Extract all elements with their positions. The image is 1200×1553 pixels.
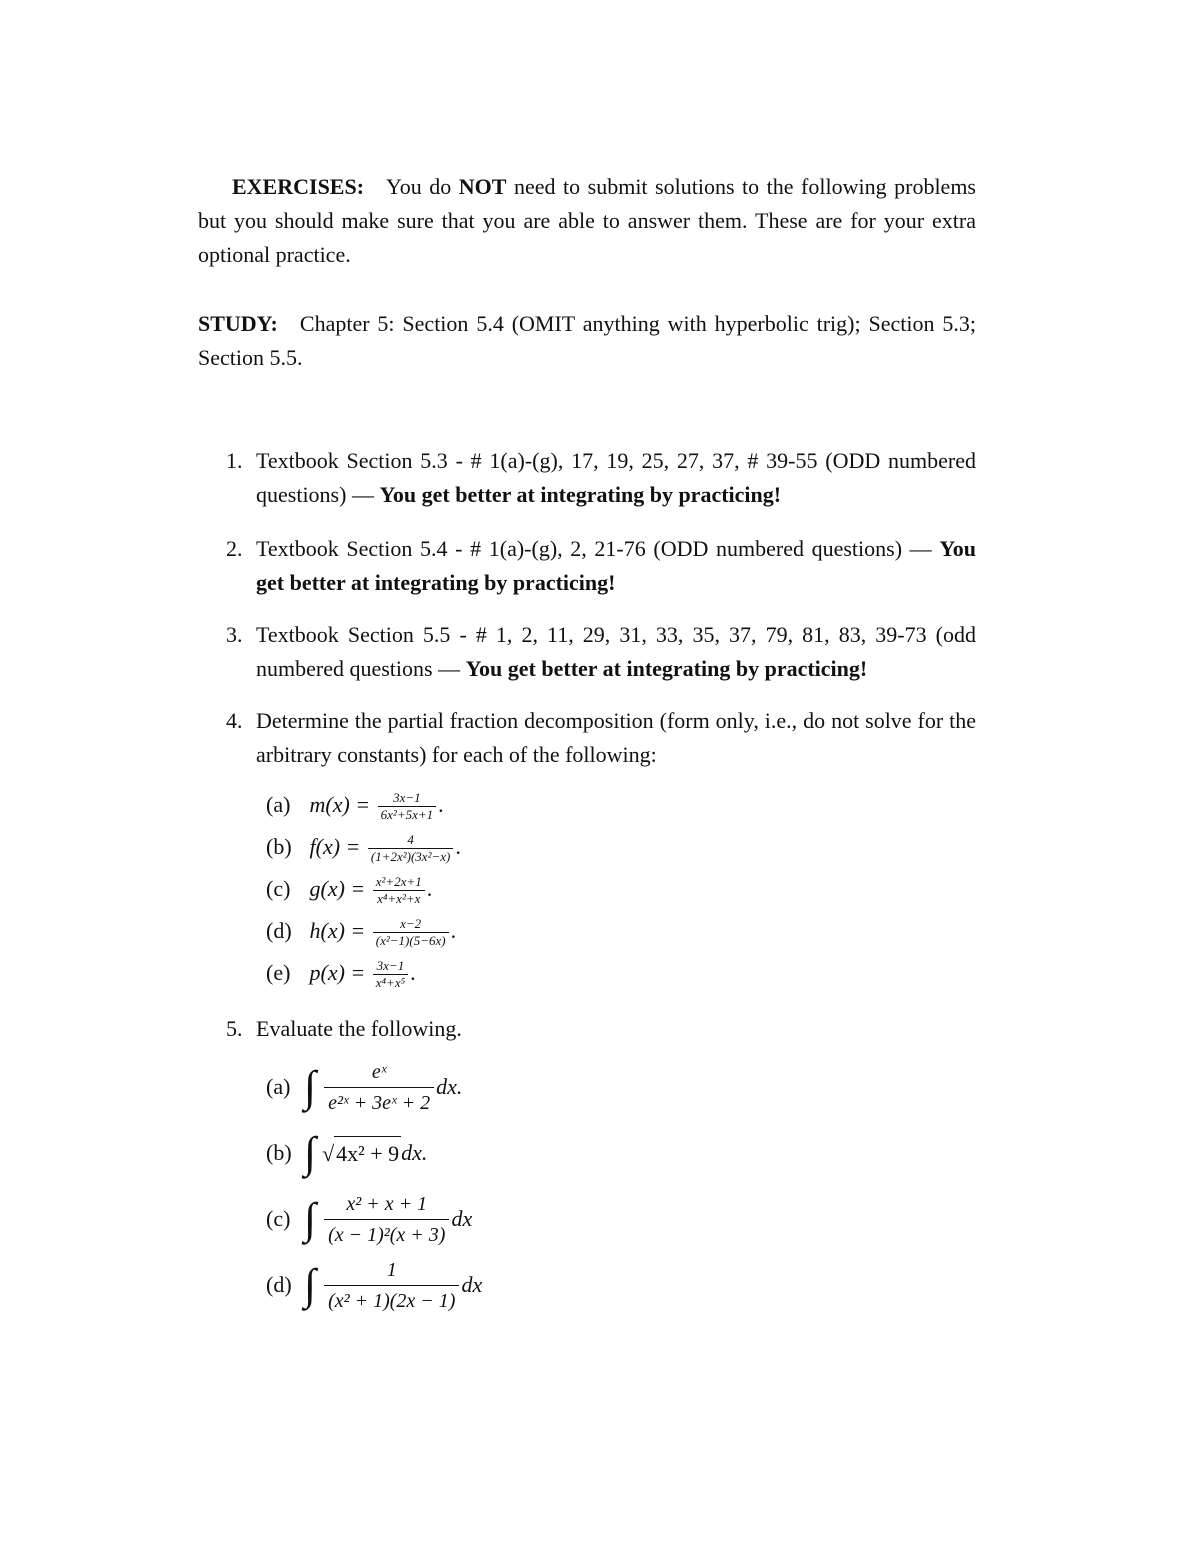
fraction-tail: . bbox=[410, 960, 416, 985]
denominator: x⁴+x⁵ bbox=[375, 975, 406, 991]
function-lhs: p(x) = bbox=[309, 960, 366, 985]
sub-label: (d) bbox=[266, 918, 292, 943]
item-text: Textbook Section 5.3 - # 1(a)-(g), 17, 19, 25, 27, 37, # 39-55 (ODD numbered questions) — bbox=[256, 448, 976, 507]
item-number: 2. bbox=[226, 536, 243, 561]
integral-icon: ∫ bbox=[304, 1062, 317, 1111]
item-text: Evaluate the following. bbox=[256, 1016, 462, 1041]
exercises-label: EXERCISES: bbox=[232, 174, 365, 199]
item-number: 1. bbox=[226, 448, 243, 473]
integral-item bbox=[198, 1054, 976, 1120]
list-item bbox=[198, 444, 976, 512]
integral-icon: ∫ bbox=[304, 1128, 317, 1177]
item-bold-text: You get better at integrating by practicing! bbox=[379, 482, 782, 507]
partial-fraction-item bbox=[198, 826, 976, 868]
intro-text-2: need to submit solutions to the following problems but you should make sure that you are able to answer them. These are for your extra optional practice. bbox=[198, 174, 976, 267]
partial-fraction-item bbox=[198, 868, 976, 910]
radicand: 4x² + 9 bbox=[334, 1136, 401, 1171]
fraction-tail: . bbox=[455, 834, 461, 859]
study-text: Chapter 5: Section 5.4 (OMIT anything with hyperbolic trig); Section 5.3; Section 5.5. bbox=[198, 311, 976, 370]
numerator: x²+2x+1 bbox=[373, 875, 425, 891]
numerator: 3x−1 bbox=[373, 959, 408, 975]
denominator: e²ˣ + 3eˣ + 2 bbox=[328, 1091, 431, 1114]
fraction bbox=[373, 875, 425, 906]
numerator: x−2 bbox=[373, 917, 449, 933]
integral-item bbox=[198, 1252, 976, 1318]
partial-fraction-list bbox=[198, 784, 976, 994]
item-bold-text: You get better at integrating by practicing! bbox=[256, 536, 976, 595]
sub-label: (d) bbox=[266, 1272, 292, 1297]
sub-label: (c) bbox=[266, 1206, 291, 1231]
item-text: Textbook Section 5.4 - # 1(a)-(g), 2, 21-76 (ODD numbered questions) — bbox=[256, 536, 940, 561]
sub-label: (c) bbox=[266, 876, 291, 901]
numerator: 4 bbox=[368, 833, 453, 849]
fraction bbox=[324, 1059, 434, 1116]
list-item bbox=[198, 532, 976, 600]
denominator: (x − 1)²(x + 3) bbox=[328, 1223, 446, 1246]
numerator: 3x−1 bbox=[378, 791, 436, 807]
partial-fraction-item bbox=[198, 952, 976, 994]
denominator: 6x²+5x+1 bbox=[380, 807, 434, 823]
denominator: (x²−1)(5−6x) bbox=[375, 933, 446, 949]
fraction bbox=[378, 791, 436, 822]
list-item bbox=[198, 618, 976, 686]
study-paragraph bbox=[198, 307, 976, 375]
function-lhs: m(x) = bbox=[309, 792, 371, 817]
sub-label: (b) bbox=[266, 834, 292, 859]
fraction-tail: . bbox=[438, 792, 444, 817]
item-bold-text: You get better at integrating by practicing! bbox=[465, 656, 868, 681]
item-text: Textbook Section 5.5 - # 1, 2, 11, 29, 31, 33, 35, 37, 79, 81, 83, 39-73 (odd numbered questions — bbox=[256, 622, 976, 681]
item-number: 5. bbox=[226, 1016, 243, 1041]
exercise-list bbox=[198, 444, 976, 1318]
list-item bbox=[198, 1012, 976, 1046]
sqrt-icon: √ bbox=[322, 1140, 335, 1166]
partial-fraction-item bbox=[198, 784, 976, 826]
intro-text-1: You do bbox=[386, 174, 459, 199]
fraction bbox=[373, 959, 408, 990]
fraction bbox=[368, 833, 453, 864]
denominator: x⁴+x²+x bbox=[377, 891, 421, 907]
integral-icon: ∫ bbox=[304, 1194, 317, 1243]
fraction bbox=[373, 917, 449, 948]
study-label: STUDY: bbox=[198, 311, 278, 336]
integral-tail: dx bbox=[451, 1206, 473, 1231]
fraction-tail: . bbox=[450, 918, 457, 943]
item-text: Determine the partial fraction decomposition (form only, i.e., do not solve for the arbitrary constants) for each of the following: bbox=[256, 708, 976, 767]
sub-label: (a) bbox=[266, 1074, 291, 1099]
integral-item bbox=[198, 1120, 976, 1186]
numerator: eˣ bbox=[324, 1059, 434, 1088]
exercises-intro bbox=[198, 170, 976, 272]
sub-label: (b) bbox=[266, 1140, 292, 1165]
intro-emphasis: NOT bbox=[458, 174, 507, 199]
denominator: (1+2x²)(3x²−x) bbox=[370, 849, 451, 865]
integral-tail: dx bbox=[461, 1272, 483, 1297]
function-lhs: g(x) = bbox=[309, 876, 366, 901]
integral-tail: dx. bbox=[401, 1140, 428, 1165]
sub-label: (a) bbox=[266, 792, 291, 817]
integral-item bbox=[198, 1186, 976, 1252]
integral-list bbox=[198, 1054, 976, 1318]
numerator: 1 bbox=[324, 1257, 459, 1286]
fraction bbox=[324, 1191, 449, 1248]
denominator: (x² + 1)(2x − 1) bbox=[328, 1289, 456, 1312]
partial-fraction-item bbox=[198, 910, 976, 952]
integral-tail: dx. bbox=[436, 1074, 463, 1099]
fraction-tail: . bbox=[426, 876, 433, 901]
item-number: 4. bbox=[226, 708, 243, 733]
numerator: x² + x + 1 bbox=[324, 1191, 449, 1220]
item-number: 3. bbox=[226, 622, 243, 647]
function-lhs: h(x) = bbox=[309, 918, 366, 943]
square-root bbox=[322, 1136, 401, 1171]
list-item bbox=[198, 704, 976, 772]
integral-icon: ∫ bbox=[304, 1260, 317, 1309]
fraction bbox=[324, 1257, 459, 1314]
function-lhs: f(x) = bbox=[309, 834, 361, 859]
sub-label: (e) bbox=[266, 960, 291, 985]
